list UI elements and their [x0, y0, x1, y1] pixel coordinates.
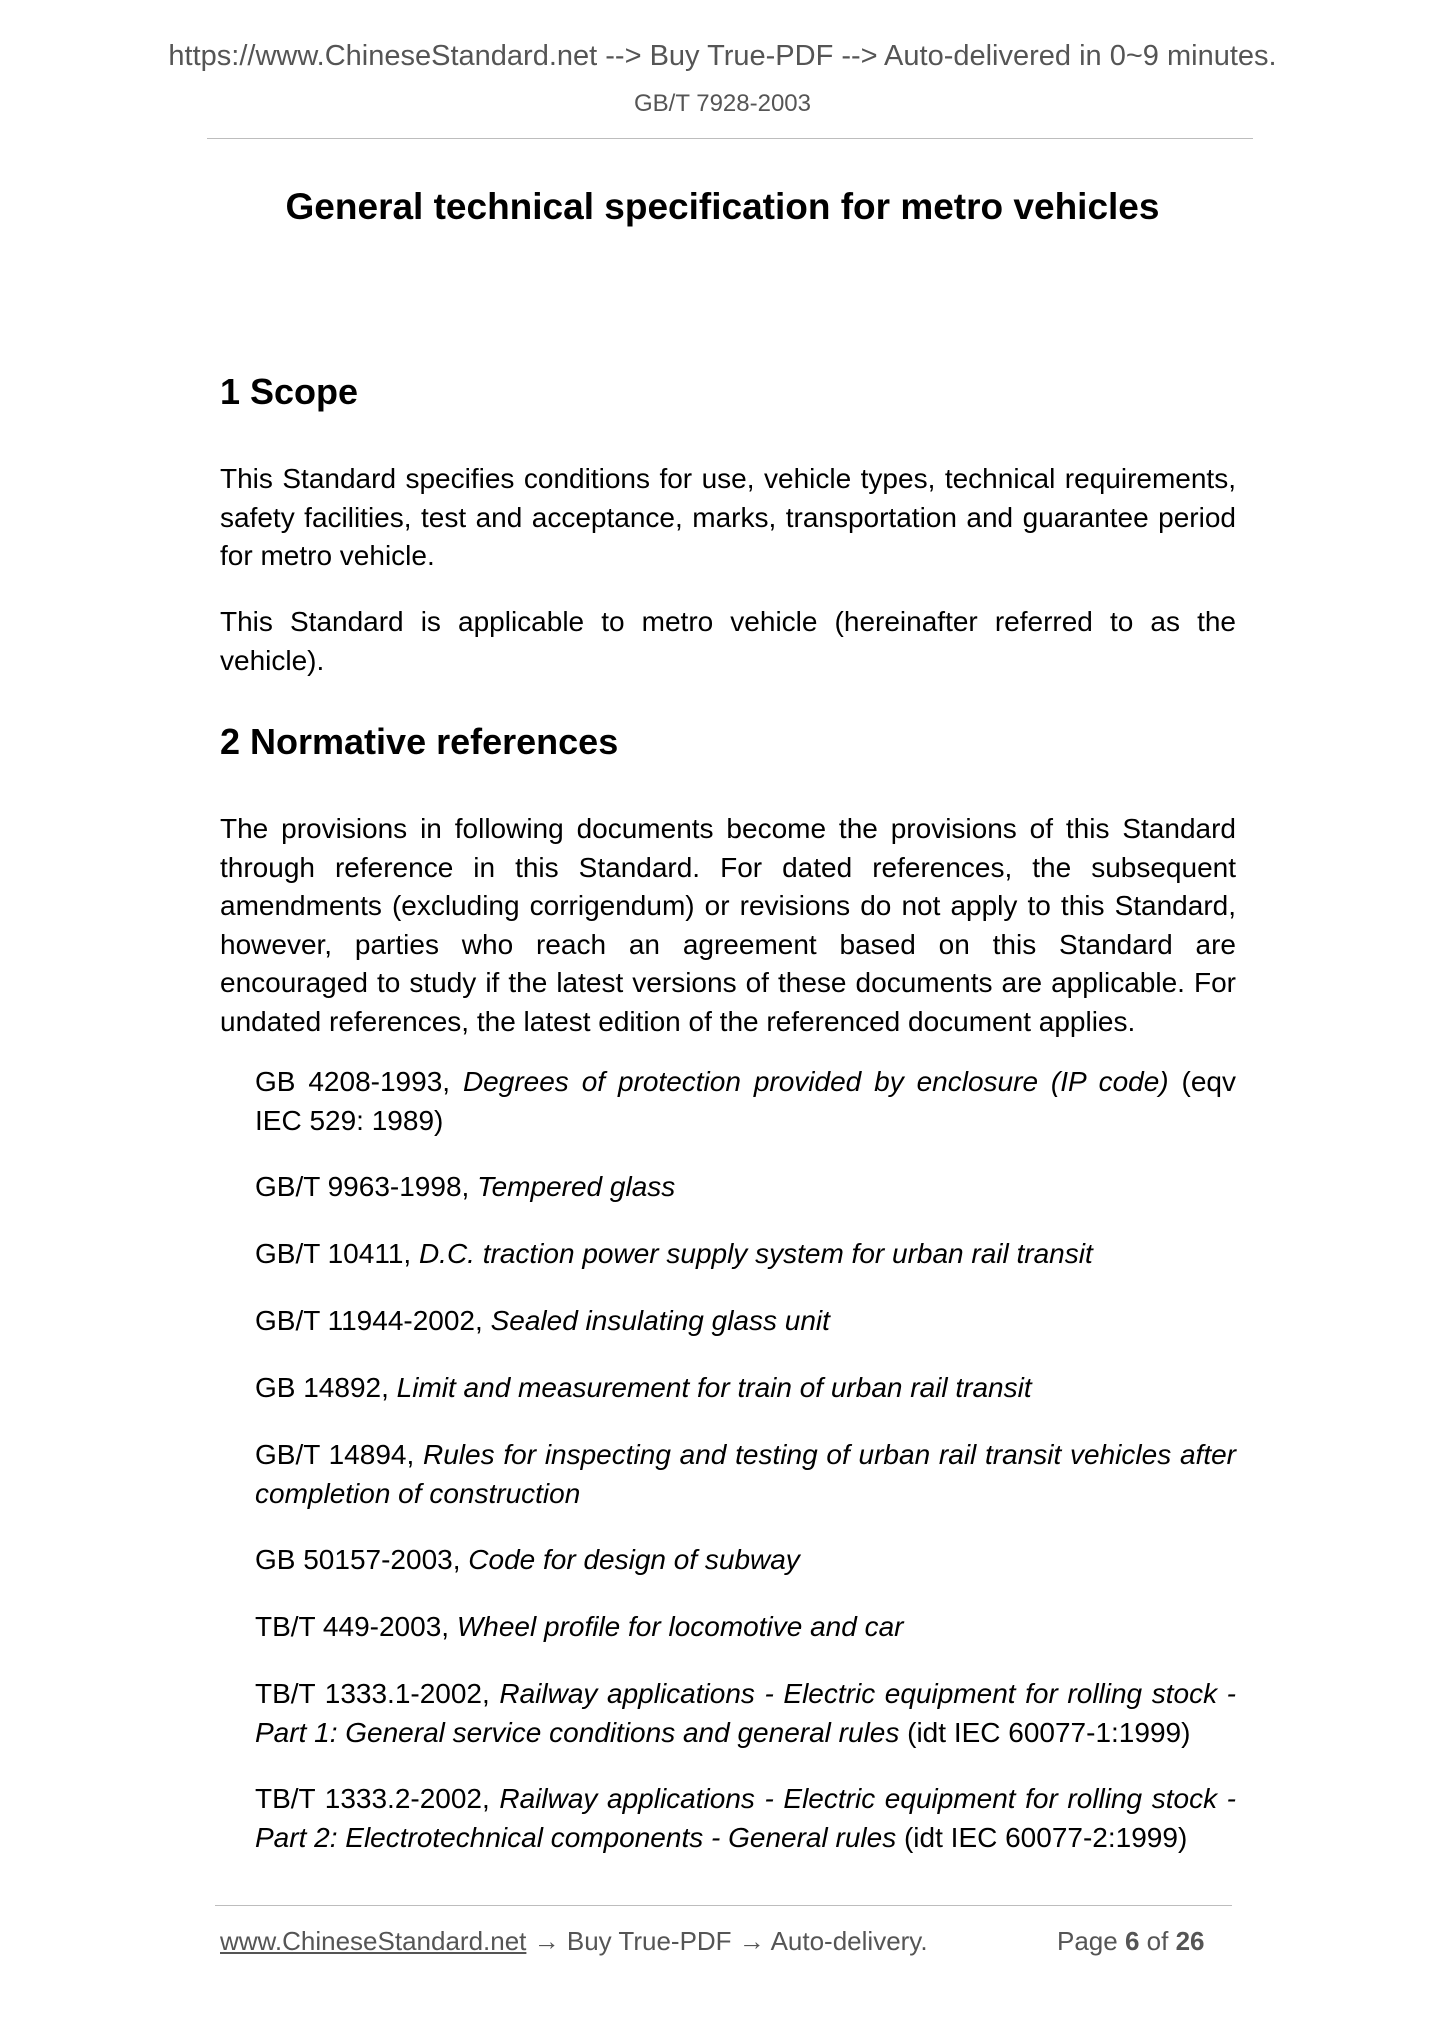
footer-delivery-text: → Buy True-PDF → Auto-delivery.: [526, 1926, 928, 1956]
reference-item: [255, 1780, 1236, 1857]
reference-item: [255, 1541, 1236, 1580]
reference-title: Rules for inspecting and testing of urban rail transit vehicles after completion of construction: [255, 1439, 1236, 1509]
footer-delivery: [220, 1926, 928, 1957]
reference-item: [255, 1235, 1236, 1274]
reference-title: Railway applications - Electric equipment for rolling stock - Part 1: General service conditions and general rules: [255, 1678, 1236, 1748]
reference-code: GB 50157-2003,: [255, 1544, 469, 1575]
header-url-line: https://www.ChineseStandard.net --> Buy True-PDF --> Auto-delivered in 0~9 minutes.: [168, 40, 1277, 72]
page-number: [1057, 1926, 1205, 1957]
scope-paragraph-1: This Standard specifies conditions for use, vehicle types, technical requirements, safety facilities, test and acceptance, marks, transportation and guarantee period for metro vehicle.: [220, 463, 1236, 571]
reference-code: TB/T 1333.1-2002,: [255, 1678, 500, 1709]
reference-code: GB/T 14894,: [255, 1439, 424, 1470]
reference-title: Tempered glass: [477, 1171, 676, 1202]
reference-code: GB/T 11944-2002,: [255, 1305, 491, 1336]
header-divider: [207, 138, 1253, 139]
page-total: 26: [1175, 1926, 1205, 1956]
reference-suffix: (eqv IEC 529: 1989): [255, 1066, 1236, 1136]
reference-title: Railway applications - Electric equipment for rolling stock - Part 2: Electrotechnical components - General rules: [255, 1783, 1236, 1853]
reference-title: Degrees of protection provided by enclosure (IP code): [462, 1066, 1169, 1097]
section-heading-normative-references: 2 Normative references: [220, 721, 619, 762]
reference-code: TB/T 1333.2-2002,: [255, 1783, 500, 1814]
scope-paragraph-2: This Standard is applicable to metro vehicle (hereinafter referred to as the vehicle).: [220, 606, 1236, 676]
reference-item: [255, 1436, 1236, 1513]
document-title: General technical specification for metro vehicles: [285, 186, 1160, 227]
reference-code: TB/T 449-2003,: [255, 1611, 457, 1642]
reference-suffix: (idt IEC 60077-2:1999): [896, 1821, 1188, 1853]
reference-item: [255, 1369, 1236, 1408]
references-intro-paragraph: The provisions in following documents become the provisions of this Standard through reference in this Standard. For dated references, the subsequent amendments (excluding corrigendum) or revisions do not apply to this Standard, however, parties who reach an agreement based on this Standard are encouraged to study if the latest versions of these documents are applicable. For undated references, the latest edition of the referenced document applies.: [220, 813, 1236, 1037]
reference-title: Sealed insulating glass unit: [490, 1305, 830, 1336]
reference-item: [255, 1675, 1236, 1752]
reference-item: [255, 1608, 1236, 1647]
reference-item: [255, 1063, 1236, 1140]
page-current: 6: [1124, 1926, 1140, 1956]
reference-title: D.C. traction power supply system for urban rail transit: [418, 1238, 1093, 1269]
section-heading-scope: 1 Scope: [220, 371, 359, 412]
reference-item: [255, 1302, 1236, 1341]
reference-suffix: (idt IEC 60077-1:1999): [899, 1716, 1191, 1748]
reference-code: GB 14892,: [255, 1372, 397, 1403]
reference-title: Limit and measurement for train of urban rail transit: [396, 1372, 1032, 1403]
page-of-label: of: [1146, 1926, 1169, 1956]
page-label: Page: [1057, 1926, 1118, 1956]
reference-code: GB/T 9963-1998,: [255, 1171, 478, 1202]
reference-code: GB 4208-1993,: [255, 1066, 463, 1097]
footer-site-link[interactable]: www.ChineseStandard.net: [220, 1926, 527, 1956]
header-standard-code: GB/T 7928-2003: [633, 90, 811, 117]
reference-item: [255, 1168, 1236, 1207]
reference-title: Code for design of subway: [468, 1544, 800, 1575]
reference-code: GB/T 10411,: [255, 1238, 419, 1269]
footer-divider: [215, 1905, 1232, 1906]
reference-title: Wheel profile for locomotive and car: [456, 1611, 904, 1642]
